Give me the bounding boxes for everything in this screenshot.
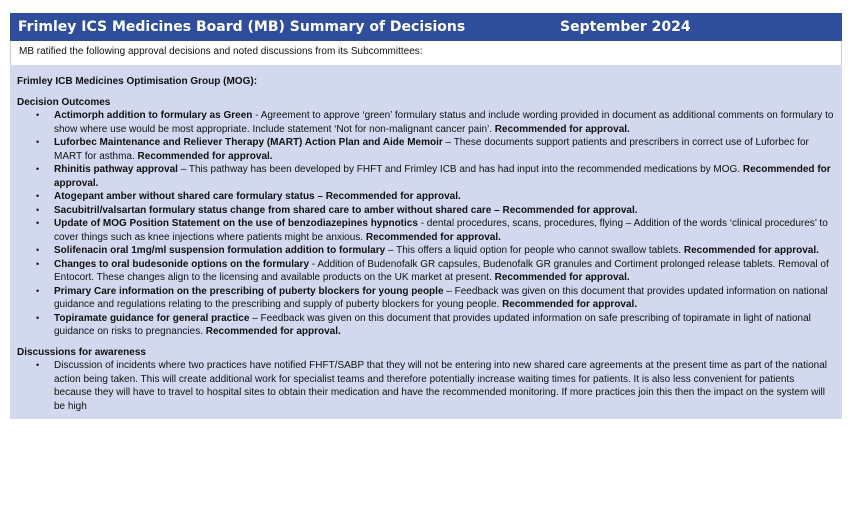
outcome-description: – This offers a liquid option for people who cannot swallow tablets. — [385, 245, 684, 256]
document-date: September 2024 — [560, 19, 691, 35]
discussions-heading: Discussions for awareness — [17, 346, 146, 358]
outcome-title: Update of MOG Position Statement on the use of benzodiazepines hypnotics — [54, 218, 418, 229]
outcome-description: - Agreement to approve ‘green’ formulary status and include wording provided in document as additional comments on formulary to show where use would be most appropriate. Include statement ‘Not for non-malignant cancer pain’. — [54, 110, 834, 135]
outcome-item — [17, 312, 834, 339]
bullet-icon: • — [36, 258, 40, 269]
bullet-icon: • — [36, 137, 40, 147]
outcome-title: Solifenacin oral 1mg/ml suspension formulation addition to formulary — [54, 245, 386, 256]
outcome-item — [17, 190, 834, 204]
outcome-recommendation: Recommended for approval. — [683, 245, 819, 256]
outcome-item — [17, 244, 834, 258]
outcomes-heading: Decision Outcomes — [17, 96, 111, 108]
outcome-title: Atogepant amber without shared care formulary status – Recommended for approval. — [54, 191, 461, 202]
outcome-title: Actimorph addition to formulary as Green — [54, 110, 253, 121]
bullet-icon: • — [36, 164, 40, 174]
bullet-icon: • — [36, 312, 40, 323]
outcome-item — [17, 163, 834, 190]
outcome-recommendation: Recommended for approval. — [494, 123, 630, 135]
discussion-item — [17, 359, 834, 413]
outcome-recommendation: Recommended for approval. — [54, 164, 831, 189]
outcome-recommendation: Recommended for approval. — [494, 272, 630, 283]
outcome-description: - Addition of Budenofalk GR capsules, Budenofalk GR granules and Cortiment prolonged release tablets. Removal of Entocort. These changes align to the licensing and available products on the UK market at present. — [54, 258, 829, 283]
outcome-item — [17, 109, 834, 136]
summary-document — [10, 13, 842, 419]
outcome-description: – Feedback was given on this document that provides updated information on national guidance and regulations relating to the prescribing and supply of puberty blockers for young people. — [54, 285, 828, 310]
outcome-item — [17, 217, 834, 244]
outcome-title: Luforbec Maintenance and Reliever Therapy (MART) Action Plan and Aide Memoir — [54, 137, 443, 148]
outcome-recommendation: Recommended for approval. — [137, 150, 273, 162]
intro-text: MB ratified the following approval decisions and noted discussions from its Subcommittees: — [10, 41, 842, 65]
outcome-recommendation: Recommended for approval. — [205, 326, 341, 337]
bullet-icon: • — [36, 191, 40, 201]
outcome-title: Sacubitril/valsartan formulary status change from shared care to amber without shared care – Recommended for approval. — [54, 204, 638, 216]
decisions-panel — [10, 65, 842, 419]
outcome-description: – Feedback was given on this document that provides updated information on safe prescribing of topiramate in light of national guidance on risks to pregnancies. — [54, 312, 811, 337]
outcome-title: Rhinitis pathway approval — [54, 164, 178, 175]
outcome-title: Changes to oral budesonide options on the formulary — [54, 258, 310, 270]
outcome-item — [17, 258, 834, 285]
bullet-icon: • — [36, 204, 40, 215]
outcome-description: - dental procedures, scans, procedures, flying – Addition of the words ‘clinical procedures’ to cover things such as knee injections where patients might be anxious. — [54, 218, 828, 243]
outcome-description: – This pathway has been developed by FHFT and Frimley ICB and has had input into the recommended medications by MOG. — [177, 164, 743, 175]
document-title: Frimley ICS Medicines Board (MB) Summary of Decisions — [18, 19, 466, 35]
outcome-title: Topiramate guidance for general practice — [54, 312, 250, 324]
outcome-recommendation: Recommended for approval. — [365, 231, 501, 243]
outcome-title: Primary Care information on the prescribing of puberty blockers for young people — [54, 285, 444, 297]
outcome-description: – These documents support patients and prescribers in correct use of Luforbec for MART for asthma. — [54, 137, 809, 162]
discussions-list — [17, 359, 834, 413]
outcome-item — [17, 136, 834, 163]
bullet-icon: • — [36, 360, 40, 370]
bullet-icon: • — [36, 245, 40, 255]
bullet-icon: • — [36, 110, 40, 120]
bullet-icon: • — [36, 285, 40, 296]
document-header — [10, 13, 842, 41]
bullet-icon: • — [36, 218, 40, 228]
discussion-text: Discussion of incidents where two practices have notified FHFT/SABP that they will not be entering into new shared care agreements at the present time as part of the national action being taken. This will create additional work for specialist teams and therefore potentially increase waiting times for patients. It is also less convenient for patients because they will have to travel to hospital sites to obtain their medication and have the recommended monitoring. If more practices join this then the impact on the system will be high — [54, 360, 828, 412]
outcome-item — [17, 285, 834, 312]
group-title: Frimley ICB Medicines Optimisation Group (MOG): — [17, 76, 258, 87]
outcome-item — [17, 204, 834, 218]
outcomes-list — [17, 109, 834, 339]
outcome-recommendation: Recommended for approval. — [502, 299, 638, 310]
